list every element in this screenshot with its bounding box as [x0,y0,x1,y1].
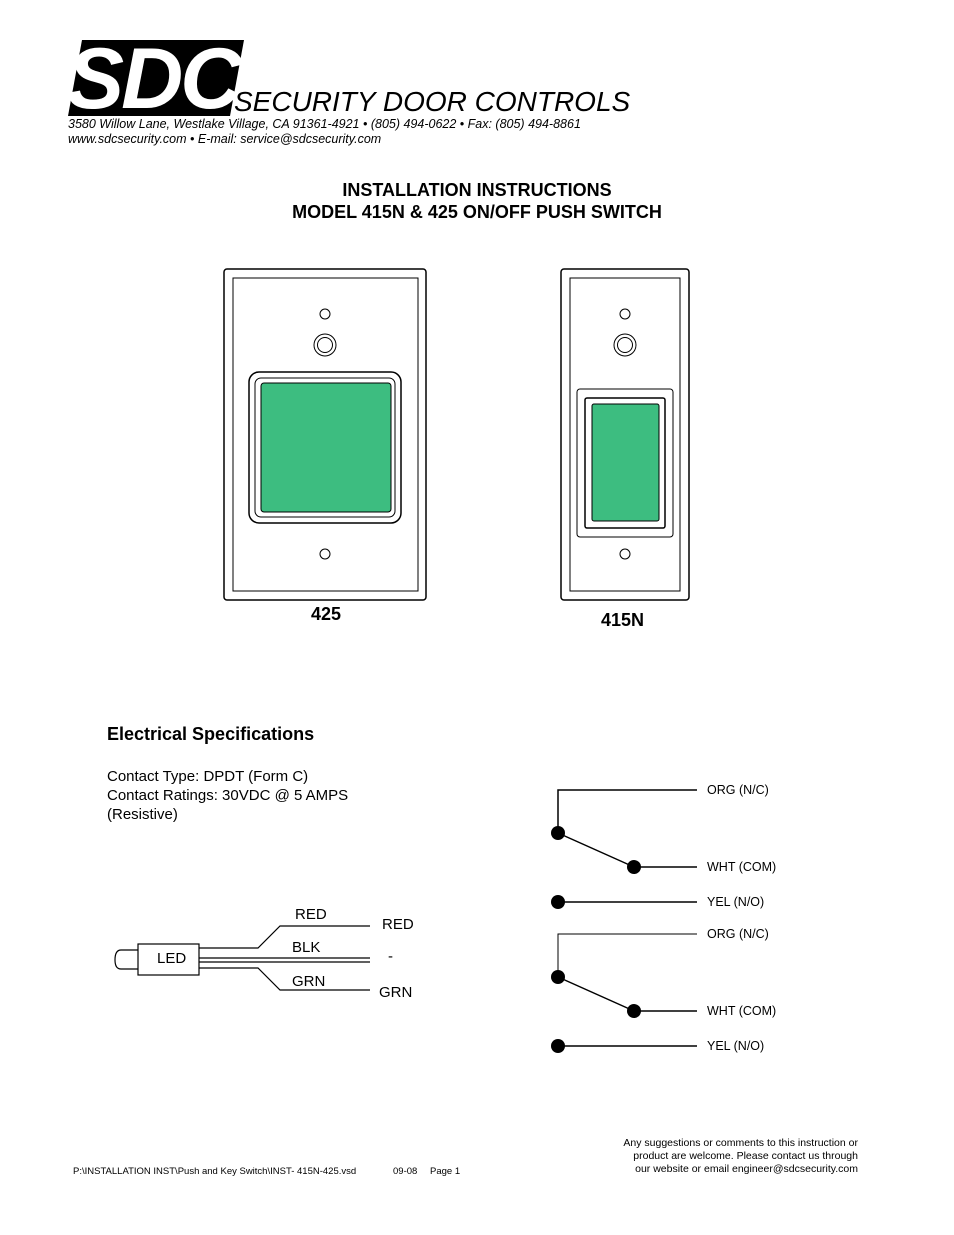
footer-file-path: P:\INSTALLATION INST\Push and Key Switch\INST- 415N-425.vsd [73,1166,357,1177]
model-415n-button [592,404,659,521]
footer-date: 09-08 [393,1166,418,1177]
pole2-yel-label: YEL (N/O) [707,1039,765,1053]
contact-type: Contact Type: DPDT (Form C) [107,768,309,785]
wire-red-label: RED [295,906,327,923]
pole1-com-dot [627,860,641,874]
model-425-button [261,383,391,512]
title-line-2: MODEL 415N & 425 ON/OFF PUSH SWITCH [292,202,662,222]
wire-blk-label: BLK [292,939,321,956]
model-425-label: 425 [311,604,342,624]
footer-note-line-3: our website or email engineer@sdcsecurity.com [635,1163,858,1175]
pole2-no-dot [551,1039,565,1053]
pole2-arm [558,977,634,1011]
terminal-grn-label: GRN [379,984,413,1001]
switch-schematic [0,770,954,1070]
pole1-nc-line [558,790,697,833]
svg-text:SDC: SDC [68,40,240,116]
pole2-pivot-dot [551,970,565,984]
pole1-org-label: ORG (N/C) [707,783,769,797]
terminal-red-label: RED [382,916,414,933]
led-label: LED [157,950,187,967]
pole1-yel-label: YEL (N/O) [707,895,765,909]
company-name: SECURITY DOOR CONTROLS [234,86,631,117]
model-425-plate [224,269,426,600]
wire-grn-label: GRN [292,973,326,990]
terminal-minus-label: - [388,948,393,965]
title-line-1: INSTALLATION INSTRUCTIONS [342,180,612,200]
pole1-arm [558,833,634,867]
pole2-com-dot [627,1004,641,1018]
pole2-org-label: ORG (N/C) [707,927,769,941]
pole1-no-dot [551,895,565,909]
footer-note-line-2: product are welcome. Please contact us through [633,1150,858,1162]
footer-note-line-1: Any suggestions or comments to this instruction or [623,1137,858,1149]
pole2-wht-label: WHT (COM) [707,1004,777,1018]
web-email-line: www.sdcsecurity.com • E-mail: service@sdcsecurity.com [68,132,382,146]
spec-heading: Electrical Specifications [107,724,315,744]
address-line: 3580 Willow Lane, Westlake Village, CA 91361-4921 • (805) 494-0622 • Fax: (805) 494-8861 [68,117,581,131]
contact-resistive: (Resistive) [107,806,178,823]
pole1-wht-label: WHT (COM) [707,860,777,874]
pole2-nc-line [558,934,697,977]
contact-ratings: Contact Ratings: 30VDC @ 5 AMPS [107,787,349,804]
footer-page: Page 1 [430,1166,461,1177]
pole1-pivot-dot [551,826,565,840]
model-415n-plate [561,269,689,600]
model-415n-label: 415N [601,610,645,630]
